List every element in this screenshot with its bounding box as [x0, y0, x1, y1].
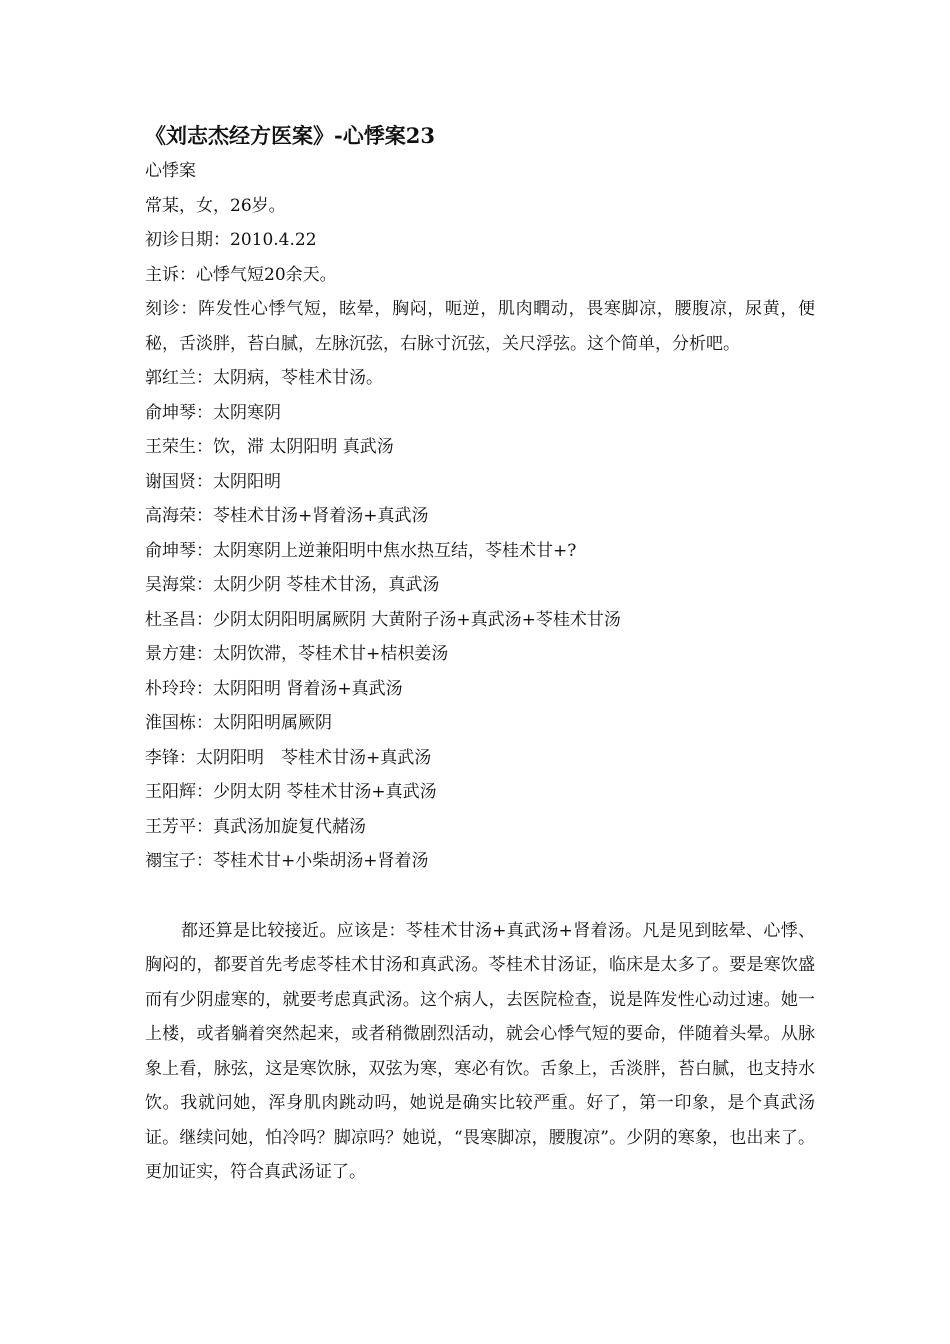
first-visit-date: 初诊日期：2010.4.22 [145, 230, 317, 250]
document-title: 《刘志杰经方医案》-心悸案23 [145, 123, 435, 148]
response-line: 王荣生：饮，滞 太阴阳明 真武汤 [145, 437, 394, 457]
response-line: 李锋：太阴阳明 苓桂术甘汤+真武汤 [145, 747, 432, 768]
response-line: 郭红兰：太阴病，苓桂术甘汤。 [145, 368, 383, 388]
chief-complaint: 主诉：心悸气短20余天。 [145, 264, 337, 285]
response-line: 王芳平：真武汤加旋复代赭汤 [145, 816, 366, 837]
document-page [145, 118, 815, 1190]
case-heading: 心悸案 [145, 161, 196, 181]
response-line: 高海荣：苓桂术甘汤+肾着汤+真武汤 [145, 506, 429, 526]
commentary-paragraph: 都还算是比较接近。应该是：苓桂术甘汤+真武汤+肾着汤。凡是见到眩晕、心悸、胸闷的，都要首先考虑苓桂术甘汤和真武汤。苓桂术甘汤证，临床是太多了。要是寒饮盛而有少阴虚寒的，就要考虑真武汤。这个病人，去医院检查，说是阵发性心动过速。她一上楼，或者躺着突然起来，或者稍微剧烈活动，就会心悸气短的要命，伴随着头晕。从脉象上看，脉弦，这是寒饮脉，双弦为寒，寒必有饮。舌象上，舌淡胖，苔白腻，也支持水饮。我就问她，浑身肌肉跳动吗，她说是确实比较严重。好了，第一印象，是个真武汤证。继续问她，怕冷吗？脚凉吗？她说，“畏寒脚凉，腰腹凉”。少阴的寒象，也出来了。更加证实，符合真武汤证了。 [145, 920, 815, 1182]
response-line: 俞坤琴：太阴寒阴 [145, 402, 281, 423]
paragraph-spacer [145, 879, 815, 914]
patient-info: 常某，女，26岁。 [145, 195, 286, 216]
examination-text: 刻诊：阵发性心悸气短，眩晕，胸闷，呃逆，肌肉瞤动，畏寒脚凉，腰腹凉，尿黄，便秘，舌淡胖，苔白腻，左脉沉弦，右脉寸沉弦，关尺浮弦。这个简单，分析吧。 [145, 299, 815, 354]
response-line: 吴海棠：太阴少阴 苓桂术甘汤，真武汤 [145, 575, 440, 595]
response-line: 朴玲玲：太阴阳明 肾着汤+真武汤 [145, 678, 403, 699]
response-line: 景方建：太阴饮滞，苓桂术甘+桔枳姜汤 [145, 644, 449, 664]
response-line: 禤宝子：苓桂术甘+小柴胡汤+肾着汤 [145, 851, 429, 871]
response-line: 王阳辉：少阴太阴 苓桂术甘汤+真武汤 [145, 782, 437, 802]
response-line: 杜圣昌：少阴太阴阳明属厥阴 大黄附子汤+真武汤+苓桂术甘汤 [145, 609, 621, 630]
response-line: 谢国贤：太阴阳明 [145, 471, 281, 492]
response-line: 俞坤琴：太阴寒阴上逆兼阳明中焦水热互结，苓桂术甘+? [145, 540, 577, 561]
response-line: 淮国栋：太阴阳明属厥阴 [145, 713, 332, 733]
